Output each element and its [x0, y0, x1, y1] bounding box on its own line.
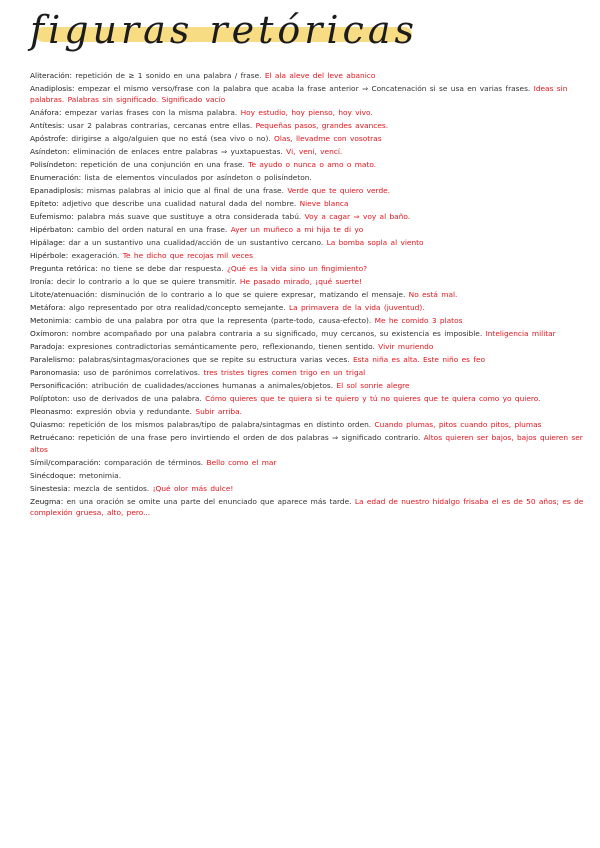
- figure-definition: comparación de términos.: [104, 457, 204, 467]
- figure-term: Personificación:: [30, 381, 88, 391]
- figure-term: Retruécano:: [30, 433, 75, 443]
- figure-entry: [30, 302, 590, 313]
- figure-term: Polisíndeton:: [30, 160, 78, 170]
- figure-definition: repetición de una frase pero invirtiendo el orden de dos palabras ⇒ significado contrario.: [78, 433, 421, 443]
- figure-definition: cambio de una palabra por otra que la representa (parte-todo, causa-efecto).: [74, 316, 372, 326]
- figure-term: Antítesis:: [30, 121, 65, 131]
- figure-example: Bello como el mar: [206, 457, 277, 467]
- figure-definition: mismas palabras al inicio que al final de una frase.: [86, 186, 284, 196]
- figure-entry: [30, 457, 590, 468]
- figure-term: Hipérbaton:: [30, 225, 74, 235]
- figure-entry: [30, 406, 590, 417]
- figure-definition: dirigirse a algo/alguien que no está (sea vivo o no).: [71, 134, 271, 144]
- figure-definition: metonimia.: [79, 470, 122, 480]
- figure-example: Verde que te quiero verde.: [287, 186, 391, 196]
- figure-definition: nombre acompañado por una palabra contraria a su significado, muy cercanos, su existencia es imposible.: [71, 329, 483, 339]
- figure-entry: [30, 315, 590, 326]
- figure-example: Altos quieren ser bajos, bajos quieren ser altos: [30, 433, 583, 454]
- figure-definition: atribución de cualidades/acciones humanas a animales/objetos.: [91, 381, 334, 391]
- figure-entry: [30, 367, 590, 378]
- figure-entry: [30, 237, 590, 248]
- figure-term: Eufemismo:: [30, 212, 74, 222]
- figure-definition: empezar el mismo verso/frase con la palabra que acaba la frase anterior ⇒ Concatenación si se usa en varias frases.: [77, 84, 531, 93]
- figure-entry: [30, 250, 590, 261]
- figure-term: Quiasmo:: [30, 420, 66, 430]
- figure-term: Paronomasia:: [30, 368, 80, 378]
- figure-term: Anáfora:: [30, 108, 62, 118]
- figure-entry: [30, 470, 590, 481]
- figure-definition: algo representado por otra realidad/concepto semejante.: [68, 303, 286, 313]
- figure-example: El ala aleve del leve abanico: [264, 71, 376, 80]
- figure-example: Te ayudo o nunca o amo o mato.: [248, 160, 377, 170]
- figure-example: ¡Qué olor más dulce!: [152, 483, 234, 493]
- figure-entry: [30, 198, 590, 209]
- figure-entry: [30, 263, 590, 274]
- figure-term: Pregunta retórica:: [30, 264, 98, 274]
- figure-term: Paradoja:: [30, 342, 65, 352]
- figure-entry: [30, 496, 590, 519]
- figure-term: Sinécdoque:: [30, 470, 76, 480]
- figure-example: Me he comido 3 platos: [374, 316, 463, 326]
- title-area: [30, 8, 418, 54]
- figure-example: He pasado mirado, ¡qué suerte!: [239, 277, 363, 287]
- figure-definition: repetición de una conjunción en una frase.: [80, 160, 245, 170]
- figure-definition: en una oración se omite una parte del enunciado que aparece más tarde.: [66, 496, 352, 506]
- figure-entry: [30, 328, 590, 339]
- figure-entry: [30, 419, 590, 430]
- page-title: figuras retóricas: [30, 8, 418, 52]
- figure-term: Anadiplosis:: [30, 84, 75, 93]
- figure-definition: uso de derivados de una palabra.: [72, 394, 202, 404]
- figure-example: Inteligencia militar: [485, 329, 556, 339]
- figure-definition: usar 2 palabras contrarias, cercanas entre ellas.: [67, 121, 253, 131]
- figures-list: [30, 70, 590, 520]
- figure-example: Vivir muriendo: [378, 342, 434, 352]
- figure-term: Paralelismo:: [30, 355, 75, 365]
- figure-example: Voy a cagar ⇒ voy al baño.: [304, 212, 411, 222]
- figure-entry: [30, 289, 590, 300]
- figure-term: Pleonasmo:: [30, 407, 73, 417]
- figure-entry: [30, 159, 590, 170]
- figure-definition: cambio del orden natural en una frase.: [77, 225, 228, 235]
- figure-entry: [30, 146, 590, 157]
- figure-entry: [30, 432, 590, 455]
- figure-example: Ideas sin palabras. Palabras sin significado. Significado vacío: [30, 84, 568, 105]
- figure-example: Vi, vení, vencí.: [286, 147, 343, 157]
- figure-example: La bomba sopla al viento: [326, 238, 424, 248]
- figure-example: ¿Qué es la vida sino un fingimiento?: [226, 264, 368, 274]
- figure-example: Ayer un muñeco a mi hija te di yo: [230, 225, 364, 235]
- figure-term: Apóstrofe:: [30, 134, 69, 144]
- figure-example: Cuando plumas, pitos cuando pitos, plumas: [374, 420, 542, 430]
- figure-example: tres tristes tigres comen trigo en un trigal: [203, 368, 366, 378]
- figure-term: Hipálage:: [30, 238, 66, 248]
- figure-term: Epanadiplosis:: [30, 186, 84, 196]
- figure-entry: [30, 354, 590, 365]
- figure-example: La edad de nuestro hidalgo frisaba el es de 50 años; es de complexión gruesa, alto, pero...: [30, 496, 584, 518]
- figure-entry: [30, 172, 590, 183]
- figure-definition: repetición de ≥ 1 sonido en una palabra / frase.: [75, 71, 262, 80]
- figure-term: Asíndeton:: [30, 147, 70, 157]
- figure-definition: palabra más suave que sustituye a otra considerada tabú.: [77, 212, 302, 222]
- figure-entry: [30, 133, 590, 144]
- figure-example: Olas, llevadme con vosotras: [274, 134, 382, 144]
- figure-example: Nieve blanca: [299, 199, 349, 209]
- figure-entry: [30, 483, 590, 494]
- figure-term: Metonimia:: [30, 316, 72, 326]
- figure-term: Epíteto:: [30, 199, 59, 209]
- figure-entry: [30, 185, 590, 196]
- figure-example: Cómo quieres que te quiera si te quiero y tú no quieres que te quiera como yo quiero.: [205, 394, 541, 404]
- figure-example: Hoy estudio, hoy pienso, hoy vivo.: [240, 108, 373, 118]
- figure-term: Ironía:: [30, 277, 54, 287]
- figure-entry: [30, 120, 590, 131]
- figure-definition: uso de parónimos correlativos.: [83, 368, 201, 378]
- figure-definition: eliminación de enlaces entre palabras ⇒ yuxtapuestas.: [72, 147, 283, 157]
- figure-term: Litote/atenuación:: [30, 290, 98, 300]
- figure-entry: [30, 224, 590, 235]
- figure-entry: [30, 393, 590, 404]
- figure-entry: [30, 276, 590, 287]
- figure-definition: no tiene se debe dar respuesta.: [100, 264, 224, 274]
- figure-term: Sinestesia:: [30, 483, 71, 493]
- figure-definition: adjetivo que describe una cualidad natural dada del nombre.: [62, 199, 297, 209]
- figure-definition: expresiones contradictorias semánticamente pero, reflexionando, tienen sentido.: [67, 342, 375, 352]
- figure-term: Aliteración:: [30, 71, 72, 80]
- figure-term: Oxímoron:: [30, 329, 69, 339]
- figure-term: Metáfora:: [30, 303, 66, 313]
- figure-example: Pequeñas pasos, grandes avances.: [255, 121, 389, 131]
- figure-example: Te he dicho que recojas mil veces: [122, 251, 253, 261]
- figure-example: El sol sonrie alegre: [336, 381, 410, 391]
- figure-entry: [30, 83, 590, 106]
- figure-example: No está mal.: [408, 290, 458, 300]
- figure-definition: repetición de los mismos palabras/tipo de palabra/sintagmas en distinto orden.: [68, 420, 372, 430]
- figure-definition: exageración.: [71, 251, 120, 261]
- figure-definition: disminución de lo contrario a lo que se quiere expresar, matizando el mensaje.: [100, 290, 406, 300]
- figure-definition: dar a un sustantivo una cualidad/acción de un sustantivo cercano.: [68, 238, 324, 248]
- figure-entry: [30, 107, 590, 118]
- figure-example: Subir arriba.: [195, 407, 242, 417]
- figure-definition: lista de elementos vinculados por asíndeton o polisíndeton.: [84, 173, 312, 183]
- figure-entry: [30, 341, 590, 352]
- figure-term: Símil/comparación:: [30, 457, 101, 467]
- figure-definition: palabras/sintagmas/oraciones que se repite su estructura varias veces.: [78, 355, 350, 365]
- figure-term: Políptoton:: [30, 394, 70, 404]
- figure-definition: mezcla de sentidos.: [73, 483, 150, 493]
- figure-entry: [30, 70, 590, 81]
- figure-entry: [30, 211, 590, 222]
- figure-definition: decir lo contrario a lo que se quiere transmitir.: [56, 277, 237, 287]
- figure-entry: [30, 380, 590, 391]
- figure-definition: expresión obvia y redundante.: [76, 407, 193, 417]
- figure-term: Zeugma:: [30, 496, 64, 506]
- figure-example: La primavera de la vida (juventud).: [288, 303, 425, 313]
- figure-term: Hipérbole:: [30, 251, 69, 261]
- figure-term: Enumeración:: [30, 173, 82, 183]
- figure-example: Esta niña es alta. Este niño es feo: [352, 355, 486, 365]
- figure-definition: empezar varias frases con la misma palabra.: [64, 108, 238, 118]
